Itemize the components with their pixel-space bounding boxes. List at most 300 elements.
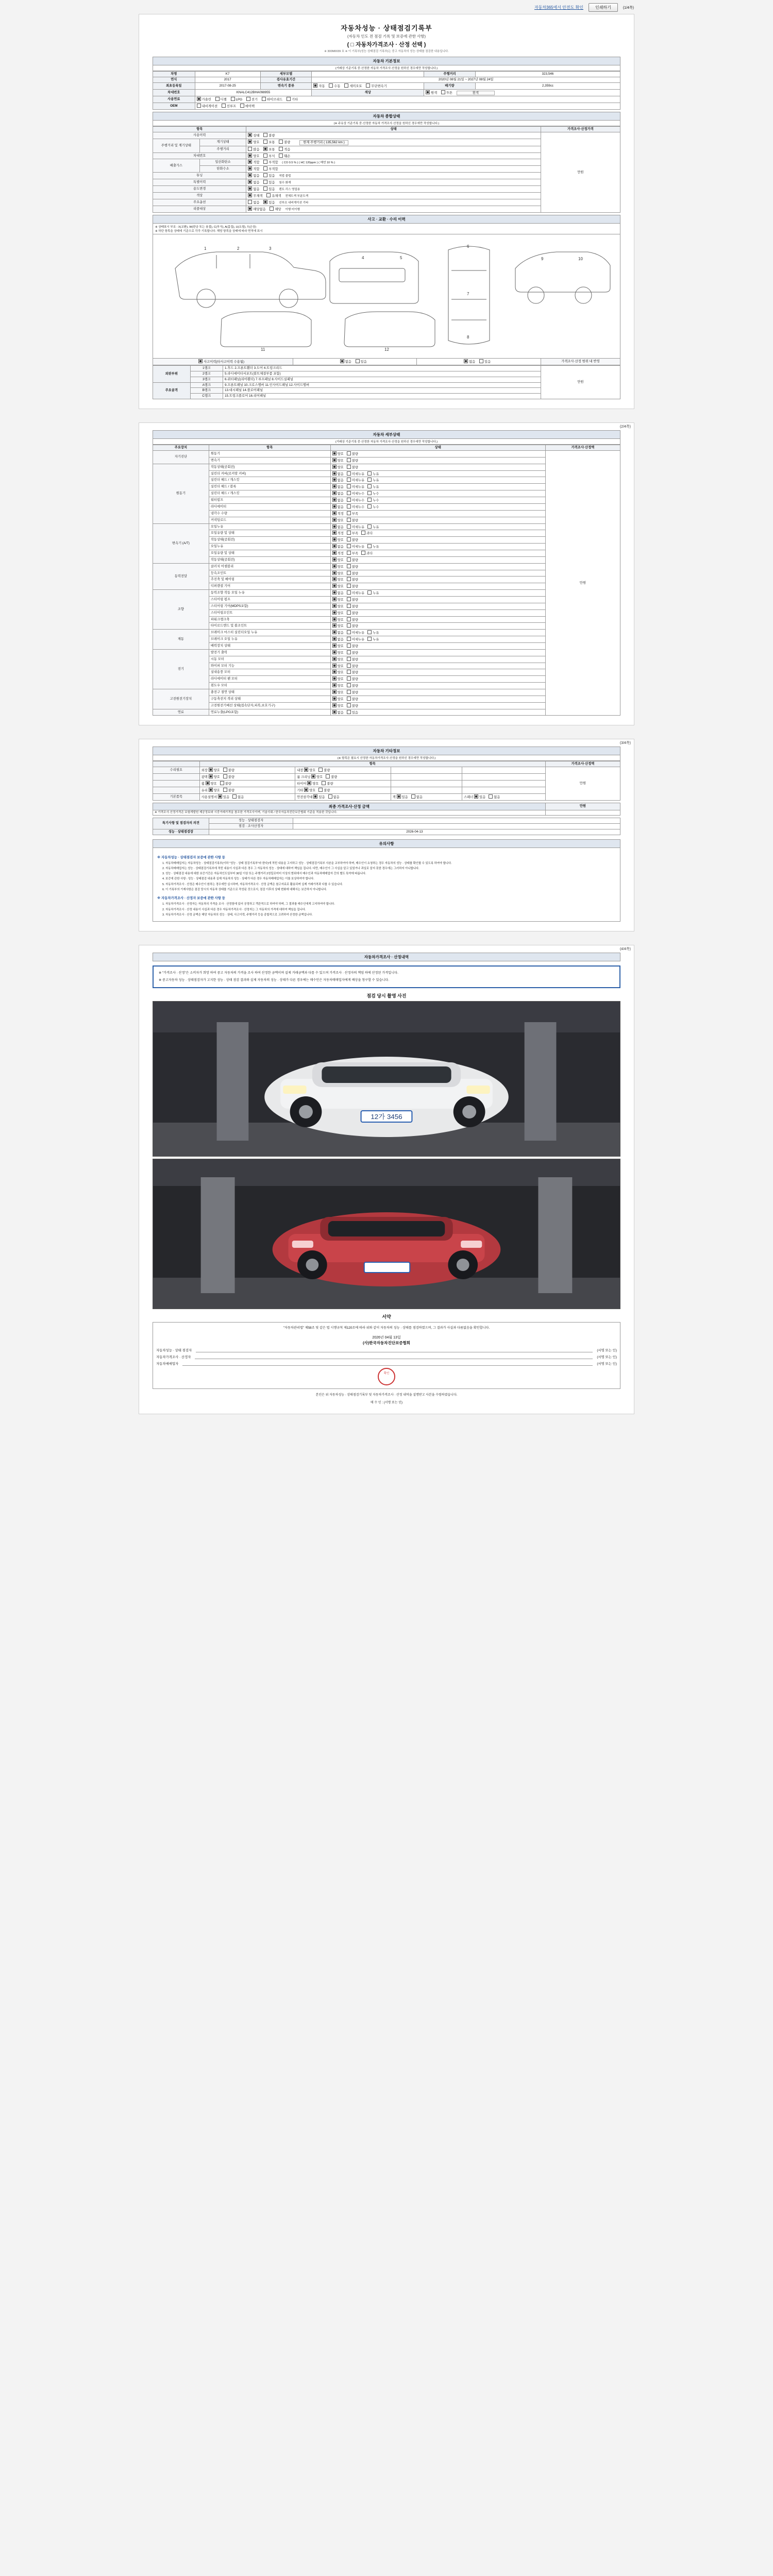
final-price-note: ※ 가격조사·산정가격은 보험개발원 제공정보와 시중거래가격을 참조한 가격조사이며, 기술사회 / 한국자동차진단보증협회 기준을 적용한 것입니다. [153, 810, 546, 815]
detail-opt[interactable]: 부족 [347, 551, 358, 556]
opt-meter-good[interactable]: 양호 [248, 140, 259, 145]
detail-opt[interactable]: 부족 [347, 531, 358, 536]
detail-opt[interactable]: 누수 [367, 498, 379, 503]
opt-usage-normal[interactable]: 상태 [248, 133, 259, 138]
detail-opt[interactable]: 양호 [332, 703, 344, 708]
opt-mainopt-yes[interactable]: 있음 [263, 200, 275, 205]
other-group-label [153, 787, 200, 793]
detail-opt[interactable]: 양호 [332, 597, 344, 602]
other-cell [391, 767, 462, 774]
detail-opt[interactable]: 양호 [332, 564, 344, 569]
detail-opt[interactable]: 양호 [332, 458, 344, 463]
row-vin-status[interactable] [246, 152, 541, 159]
detail-opt[interactable]: 양호 [332, 623, 344, 629]
detail-item-label: 와이퍼 모터 기능 [209, 663, 330, 669]
other-opt[interactable]: 있음 [474, 794, 485, 800]
detail-item-status[interactable] [330, 709, 545, 716]
detail-item-status[interactable] [330, 451, 545, 457]
label-oem: OEM [153, 103, 195, 110]
other-col-item: 항목 [199, 761, 545, 767]
detail-opt[interactable]: 적정 [332, 511, 344, 516]
car-damage-diagram[interactable] [153, 234, 620, 359]
detail-opt[interactable]: 양호 [332, 518, 344, 523]
other-opt[interactable]: 양호 [206, 781, 217, 786]
detail-opt[interactable]: 불량 [347, 657, 358, 662]
other-cell[interactable]: 사용설명서 있음 없음 [199, 793, 295, 800]
detail-opt[interactable]: 없음 [332, 524, 344, 530]
detail-item-status[interactable] [330, 497, 545, 504]
detail-item-status[interactable] [330, 649, 545, 656]
special-extra: 침수 화재 [279, 181, 291, 185]
other-cell[interactable]: 타이어 양호 불량 [295, 781, 391, 787]
detail-opt[interactable]: 미세누수 [347, 504, 364, 510]
detail-opt[interactable]: 없음 [332, 637, 344, 642]
value-vin: KNALC412BHA098955 [195, 89, 312, 96]
detail-item-status[interactable] [330, 523, 545, 530]
detail-opt[interactable]: 양호 [332, 571, 344, 576]
detail-opt[interactable]: 불량 [347, 604, 358, 609]
detail-item-status[interactable] [330, 484, 545, 490]
detail-opt[interactable]: 불량 [347, 623, 358, 629]
other-opt[interactable]: 없음 [328, 794, 340, 800]
accident-simple-opts[interactable] [417, 359, 541, 365]
opt-co-ng[interactable]: 부적합 [263, 160, 278, 165]
print-button[interactable]: 인쇄하기 [589, 3, 618, 12]
opt-accident-yes[interactable]: 있음 [356, 359, 367, 364]
other-cell [391, 787, 462, 793]
detail-opt[interactable]: 누유 [367, 544, 379, 549]
opt-special-none[interactable]: 없음 [248, 180, 259, 185]
detail-opt[interactable]: 불량 [347, 611, 358, 616]
opt-trans-auto[interactable]: 자동 [313, 83, 325, 89]
detail-opt[interactable]: 불량 [347, 584, 358, 589]
detail-item-status[interactable] [330, 544, 545, 550]
detail-rows-body [153, 451, 620, 716]
label-inspection-valid: 검사유효기간 [260, 77, 312, 82]
row-distance-status[interactable] [246, 146, 541, 152]
opt-dist-few[interactable]: 적음 [279, 147, 290, 152]
detail-group-label: 동력전달 [153, 563, 209, 589]
remarks-r1-value[interactable] [293, 818, 620, 823]
detail-item-status[interactable] [330, 490, 545, 497]
detail-group-label: 전기 [153, 649, 209, 689]
opt-tuning-none[interactable]: 없음 [248, 173, 259, 178]
other-cell[interactable]: 기타 양호 불량 [295, 787, 391, 793]
opt-co-ok[interactable]: 적합 [248, 160, 259, 165]
opt-color-two[interactable]: 투톤 [441, 90, 452, 95]
other-opt[interactable]: 양호 [307, 781, 318, 786]
rank-b: B랭크 [190, 388, 223, 394]
sign-label-1: 자동차성능 · 상태 점검자 [156, 1349, 192, 1353]
detail-opt[interactable]: 없음 [332, 504, 344, 510]
detail-opt[interactable]: 미세누유 [347, 524, 364, 530]
other-opt[interactable]: 불량 [223, 774, 234, 779]
opt-fuel-lpg[interactable]: LPG [231, 97, 243, 102]
other-cell[interactable]: 휠 양호 불량 [199, 781, 295, 787]
rank-3-parts: 6.쿼터패널(리어휀더) 7.루프패널 8.사이드실패널 [223, 377, 541, 382]
cell-color-options[interactable] [424, 89, 620, 96]
row-tuning-status[interactable] [246, 173, 541, 179]
other-opt[interactable]: 양호 [209, 774, 220, 779]
detail-item-status[interactable] [330, 596, 545, 603]
opt-dist-many[interactable]: 많음 [248, 147, 259, 152]
detail-item-status[interactable] [330, 683, 545, 689]
svg-text:12: 12 [384, 347, 389, 352]
detail-opt[interactable]: 불량 [347, 690, 358, 695]
detail-opt[interactable]: 누유 [367, 478, 379, 483]
table-other [153, 761, 620, 800]
detail-item-status[interactable] [330, 623, 545, 630]
detail-opt[interactable]: 누유 [367, 471, 379, 477]
table-final-price [153, 803, 620, 816]
detail-opt[interactable]: 불량 [347, 537, 358, 543]
sheet-page-3 [139, 739, 634, 931]
opt-usechange-none[interactable]: 없음 [248, 187, 259, 192]
detail-opt[interactable]: 누유 [367, 637, 379, 642]
sheet-page-2 [139, 422, 634, 725]
row-usechange-status[interactable] [246, 186, 541, 193]
row-special-status[interactable] [246, 179, 541, 186]
row-color-status[interactable] [246, 193, 541, 199]
opt-fuel-hybrid[interactable]: 하이브리드 [262, 97, 282, 102]
detail-opt[interactable]: 양호 [332, 611, 344, 616]
detail-opt[interactable]: 누유 [367, 590, 379, 596]
row-mainopt-status[interactable] [246, 199, 541, 206]
detail-item-status[interactable] [330, 636, 545, 643]
detail-opt[interactable]: 없음 [332, 471, 344, 477]
detail-opt[interactable]: 양호 [332, 577, 344, 582]
detail-item-status[interactable] [330, 630, 545, 636]
detail-opt[interactable]: 불량 [347, 683, 358, 688]
detail-opt[interactable]: 누유 [367, 484, 379, 489]
detail-item-status[interactable] [330, 470, 545, 477]
opt-trans-semi[interactable]: 세미오토 [344, 83, 362, 89]
notes-paragraph: 3. 성능 · 상태점검 내용에 대한 보증기간은 자동차인도일부터 30일 이상 또는 주행거리 2천킬로미터 이상의 범위에서 매수인과 자동차매매업자 간의 별도 특약에 따릅니다. [162, 872, 366, 876]
opt-color-single[interactable]: 원색 [426, 90, 437, 95]
detail-opt[interactable]: 미세누유 [347, 478, 364, 483]
notes-heading: ※ 자동차성능 · 상태점검자 보증에 관한 사항 등 [157, 855, 225, 859]
opt-vin-good[interactable]: 양호 [248, 154, 259, 159]
final-price-unit: 만원 [545, 803, 620, 810]
detail-opt[interactable]: 양호 [332, 643, 344, 649]
opt-usechange-yes[interactable]: 있음 [263, 187, 275, 192]
detail-item-status[interactable] [330, 583, 545, 590]
notes-body [153, 848, 620, 922]
detail-item-status[interactable] [330, 590, 545, 597]
section-basic-info-title: 자동차 기본정보 [153, 57, 620, 65]
detail-opt[interactable]: 불량 [347, 670, 358, 675]
detail-opt[interactable]: 불량 [347, 676, 358, 682]
detail-opt[interactable]: 없음 [332, 544, 344, 549]
label-fuel: 사용연료 [153, 96, 195, 103]
detail-item-label: 추진축 및 베어링 [209, 577, 330, 583]
detail-item-status[interactable] [330, 656, 545, 663]
detail-item-status[interactable] [330, 616, 545, 623]
opt-usage-bad[interactable]: 불량 [263, 133, 275, 138]
detail-item-label: 실린더 헤드 / 개스킷 [209, 490, 330, 497]
detail-opt[interactable]: 미세누유 [347, 630, 364, 635]
detail-opt[interactable]: 불량 [347, 458, 358, 463]
detail-opt[interactable]: 적정 [332, 551, 344, 556]
opt-special-yes[interactable]: 있음 [263, 180, 275, 185]
detail-opt[interactable]: 과다 [361, 531, 373, 536]
table-accident-rank [153, 365, 620, 399]
detail-opt[interactable]: 양호 [332, 697, 344, 702]
detail-item-status[interactable] [330, 563, 545, 570]
detail-opt[interactable]: 불량 [347, 597, 358, 602]
notes-paragraph: 3. 자동차가격조사 · 산정 금액은 해당 자동차의 성능 · 상태, 사고이력, 주행거리 등을 종합적으로 고려하여 산정한 금액입니다. [162, 913, 313, 917]
section-accident-title: 사고 · 교환 · 수리 이력 [153, 215, 620, 224]
opt-color-achroma[interactable]: 무채색 [248, 193, 262, 198]
opt-navigation[interactable]: 내비게이션 [197, 104, 217, 109]
other-opt[interactable]: 있음 [397, 794, 408, 800]
opt-meter-mid[interactable]: 보통 [263, 140, 275, 145]
detail-opt[interactable]: 미세누유 [347, 590, 364, 596]
detail-opt[interactable]: 미세누유 [347, 637, 364, 642]
detail-item-status[interactable] [330, 609, 545, 616]
opt-dist-mid[interactable]: 보통 [263, 147, 275, 152]
other-opt[interactable]: 없음 [232, 794, 244, 800]
detail-item-status[interactable] [330, 530, 545, 537]
detail-opt[interactable]: 없음 [332, 484, 344, 489]
detail-opt[interactable]: 없음 [332, 590, 344, 596]
car-diagram-svg [160, 238, 613, 355]
rank-outer-label: 외판부위 [153, 366, 191, 383]
safety-link[interactable]: 자동차365에서 안전도 확인 [534, 5, 584, 10]
other-cell[interactable]: 안전삼각대 있음 없음 [295, 793, 391, 800]
accident-note-2: ※ 하단 항목을 상태에 기준으로 각각 기록합니다. 해당 항목을 상태에 따라 면적에 표시 [155, 230, 263, 233]
detail-item-status[interactable] [330, 696, 545, 702]
detail-item-label: 커넥팅로드 [209, 517, 330, 523]
other-opt[interactable]: 양호 [311, 774, 323, 779]
detail-item-status[interactable] [330, 603, 545, 609]
detail-opt[interactable]: 양호 [332, 676, 344, 682]
other-cell [391, 781, 462, 787]
detail-opt[interactable]: 없음 [332, 478, 344, 483]
detail-opt[interactable]: 양호 [332, 537, 344, 543]
detail-opt[interactable]: 불량 [347, 557, 358, 563]
detail-col-device: 주요장치 [153, 445, 209, 451]
detail-opt[interactable]: 없음 [332, 491, 344, 496]
opt-tuning-yes[interactable]: 있음 [263, 173, 275, 178]
detail-opt[interactable]: 양호 [332, 650, 344, 655]
detail-group-label: 원동기 [153, 464, 209, 523]
detail-opt[interactable]: 불량 [347, 577, 358, 582]
svg-text:2: 2 [237, 246, 240, 251]
opt-recall-yes[interactable]: 해당 [270, 207, 281, 212]
opt-fuel-diesel[interactable]: 디젤 [215, 97, 227, 102]
other-opt[interactable]: 불량 [322, 781, 333, 786]
opt-meter-bad[interactable]: 불량 [279, 140, 290, 145]
row-special-label: 특별이력 [153, 179, 246, 186]
detail-item-status[interactable] [330, 510, 545, 517]
detail-item-status[interactable] [330, 464, 545, 470]
detail-opt[interactable]: 불량 [347, 564, 358, 569]
opt-airbag[interactable]: 에어백 [240, 104, 255, 109]
opt-vin-corrosion[interactable]: 부식 [263, 154, 275, 159]
accident-none-opts[interactable] [293, 359, 417, 365]
detail-opt[interactable]: 없음 [332, 710, 344, 715]
row-recall-label: 리콜대상 [153, 206, 246, 213]
detail-opt[interactable]: 불량 [347, 571, 358, 576]
detail-opt[interactable]: 적정 [332, 531, 344, 536]
sign-label-2: 자동차가격조사 · 산정자 [156, 1355, 191, 1360]
cell-options[interactable] [195, 103, 620, 110]
detail-opt[interactable]: 미세누유 [347, 544, 364, 549]
accident-none-label[interactable]: 사고이력(타사고이력 수용됨) [153, 359, 293, 365]
opt-sunroof[interactable]: 선루프 [222, 104, 236, 109]
detail-opt[interactable]: 미세누유 [347, 484, 364, 489]
row-hc-status[interactable] [246, 166, 541, 173]
other-opt[interactable]: 양호 [209, 768, 220, 773]
remarks-r2-value[interactable] [293, 823, 620, 829]
other-opt[interactable]: 불량 [223, 788, 234, 793]
detail-opt[interactable]: 불량 [347, 465, 358, 470]
detail-opt[interactable]: 불량 [347, 643, 358, 649]
detail-item-label: 작동상태(공회전) [209, 537, 330, 544]
detail-opt[interactable]: 양호 [332, 664, 344, 669]
other-cell[interactable]: 유리 양호 불량 [199, 787, 295, 793]
opt-color-chroma[interactable]: 유채색 [266, 193, 281, 198]
detail-group-label: 고전원전기장치 [153, 689, 209, 709]
row-co-status[interactable] [246, 159, 541, 166]
detail-opt[interactable]: 누수 [367, 504, 379, 510]
detail-opt[interactable]: 불량 [347, 664, 358, 669]
detail-opt[interactable]: 불량 [347, 518, 358, 523]
svg-text:8: 8 [467, 335, 469, 340]
detail-opt[interactable]: 양호 [332, 604, 344, 609]
seal-stamp: 확인 [378, 1368, 395, 1385]
other-opt[interactable]: 불량 [318, 788, 330, 793]
detail-item-status[interactable] [330, 702, 545, 709]
detail-item-status[interactable] [330, 537, 545, 544]
opt-trans-manual[interactable]: 수동 [329, 83, 340, 89]
detail-opt[interactable]: 미세누수 [347, 491, 364, 496]
other-opt[interactable]: 불량 [318, 768, 330, 773]
detail-item-status[interactable] [330, 676, 545, 683]
row-co-sub: 일산화탄소 [199, 159, 246, 166]
other-opt[interactable]: 없음 [411, 794, 423, 800]
detail-item-status[interactable] [330, 570, 545, 577]
other-cell[interactable]: 잭 있음 없음 [391, 793, 462, 800]
row-meter-status[interactable] [246, 139, 541, 146]
detail-opt[interactable]: 양호 [332, 465, 344, 470]
detail-opt[interactable]: 불량 [347, 697, 358, 702]
document-title: 자동차성능 · 상태점검기록부 [341, 24, 432, 32]
detail-opt[interactable]: 양호 [332, 557, 344, 563]
svg-text:11: 11 [261, 347, 265, 352]
detail-item-status[interactable] [330, 663, 545, 669]
other-opt[interactable]: 양호 [304, 788, 315, 793]
other-cell[interactable]: 광택 양호 불량 [199, 774, 295, 781]
opt-fuel-gasoline[interactable]: 가솔린 [197, 97, 211, 102]
other-opt[interactable]: 있음 [218, 794, 229, 800]
detail-item-label: 스티어링 펌프 [209, 596, 330, 603]
sign-row-3 [156, 1361, 617, 1366]
detail-opt[interactable]: 누유 [367, 524, 379, 530]
other-cell[interactable]: 외장 양호 불량 [199, 767, 295, 774]
opt-fuel-etc[interactable]: 기타 [287, 97, 298, 102]
row-usechange-label: 용도변경 [153, 186, 246, 193]
opt-trans-cvt[interactable]: 무단변속기 [366, 83, 386, 89]
other-opt[interactable]: 있음 [313, 794, 325, 800]
detail-item-status[interactable] [330, 689, 545, 696]
other-opt[interactable]: 없음 [489, 794, 500, 800]
detail-opt[interactable]: 미세누유 [347, 471, 364, 477]
detail-opt[interactable]: 양호 [332, 683, 344, 688]
detail-item-status[interactable] [330, 503, 545, 510]
opt-simple-yes[interactable]: 있음 [479, 359, 491, 364]
detail-opt[interactable]: 없음 [332, 630, 344, 635]
row-recall-status[interactable] [246, 206, 541, 213]
detail-opt[interactable]: 불량 [347, 650, 358, 655]
opt-mainopt-none[interactable]: 없음 [248, 200, 259, 205]
detail-item-status[interactable] [330, 550, 545, 556]
detail-opt[interactable]: 부족 [347, 511, 358, 516]
detail-opt[interactable]: 양호 [332, 584, 344, 589]
detail-opt[interactable]: 양호 [332, 451, 344, 456]
detail-item-status[interactable] [330, 577, 545, 583]
opt-hc-ok[interactable]: 적합 [248, 166, 259, 172]
detail-item-status[interactable] [330, 517, 545, 523]
detail-item-label: 실린더 헤드 / 블록 [209, 484, 330, 490]
detail-item-status[interactable] [330, 556, 545, 563]
svg-text:1: 1 [204, 246, 207, 251]
detail-opt[interactable]: 불량 [347, 617, 358, 622]
row-distance-sub: 주행거리 [199, 146, 246, 152]
detail-item-status[interactable] [330, 642, 545, 649]
detail-opt[interactable]: 과다 [361, 551, 373, 556]
other-row [153, 767, 620, 774]
detail-opt[interactable]: 누수 [367, 491, 379, 496]
other-cell[interactable]: 스패너 있음 없음 [462, 793, 545, 800]
other-opt[interactable]: 불량 [223, 768, 234, 773]
cell-fuel-options[interactable] [195, 96, 620, 103]
other-opt[interactable]: 불량 [220, 781, 231, 786]
row-usage-history-status[interactable] [246, 132, 541, 139]
other-opt[interactable]: 불량 [326, 774, 337, 779]
other-cell[interactable]: 룸 크리닝 양호 불량 [295, 774, 391, 781]
cell-trans-options[interactable] [312, 82, 424, 89]
detail-opt[interactable]: 양호 [332, 670, 344, 675]
table-basic-info [153, 71, 620, 110]
opt-recall-na[interactable]: 해당없음 [248, 207, 265, 212]
opt-fuel-electric[interactable]: 전기 [246, 97, 258, 102]
detail-opt[interactable]: 양호 [332, 690, 344, 695]
opt-hc-ng[interactable]: 부적합 [263, 166, 278, 172]
detail-opt[interactable]: 양호 [332, 617, 344, 622]
other-opt[interactable]: 양호 [304, 768, 315, 773]
detail-opt[interactable]: 누유 [367, 630, 379, 635]
detail-item-status[interactable] [330, 669, 545, 676]
detail-opt[interactable]: 불량 [347, 703, 358, 708]
other-cell[interactable]: 내장 양호 불량 [295, 767, 391, 774]
bottom-date-value: 2026-04-13 [209, 829, 620, 835]
detail-item-status[interactable] [330, 457, 545, 464]
detail-opt[interactable]: 양호 [332, 657, 344, 662]
notes-paragraph: 6. 이 기록부의 기재사항은 점검 당시의 자동차 상태를 기준으로 작성된 것으로서, 점검 이후의 상태 변화에 대해서는 보증하지 아니합니다. [162, 888, 327, 891]
opt-vin-damage[interactable]: 훼손 [279, 154, 290, 159]
other-opt[interactable]: 양호 [209, 788, 220, 793]
recall-extra: 이행 미이행 [285, 208, 300, 212]
detail-item-status[interactable] [330, 477, 545, 484]
detail-opt[interactable]: 미세누수 [347, 498, 364, 503]
detail-opt[interactable]: 있음 [347, 710, 358, 715]
opt-accident-none[interactable]: 없음 [340, 359, 351, 364]
detail-opt[interactable]: 없음 [332, 498, 344, 503]
opt-simple-none[interactable]: 없음 [464, 359, 475, 364]
detail-opt[interactable]: 불량 [347, 451, 358, 456]
